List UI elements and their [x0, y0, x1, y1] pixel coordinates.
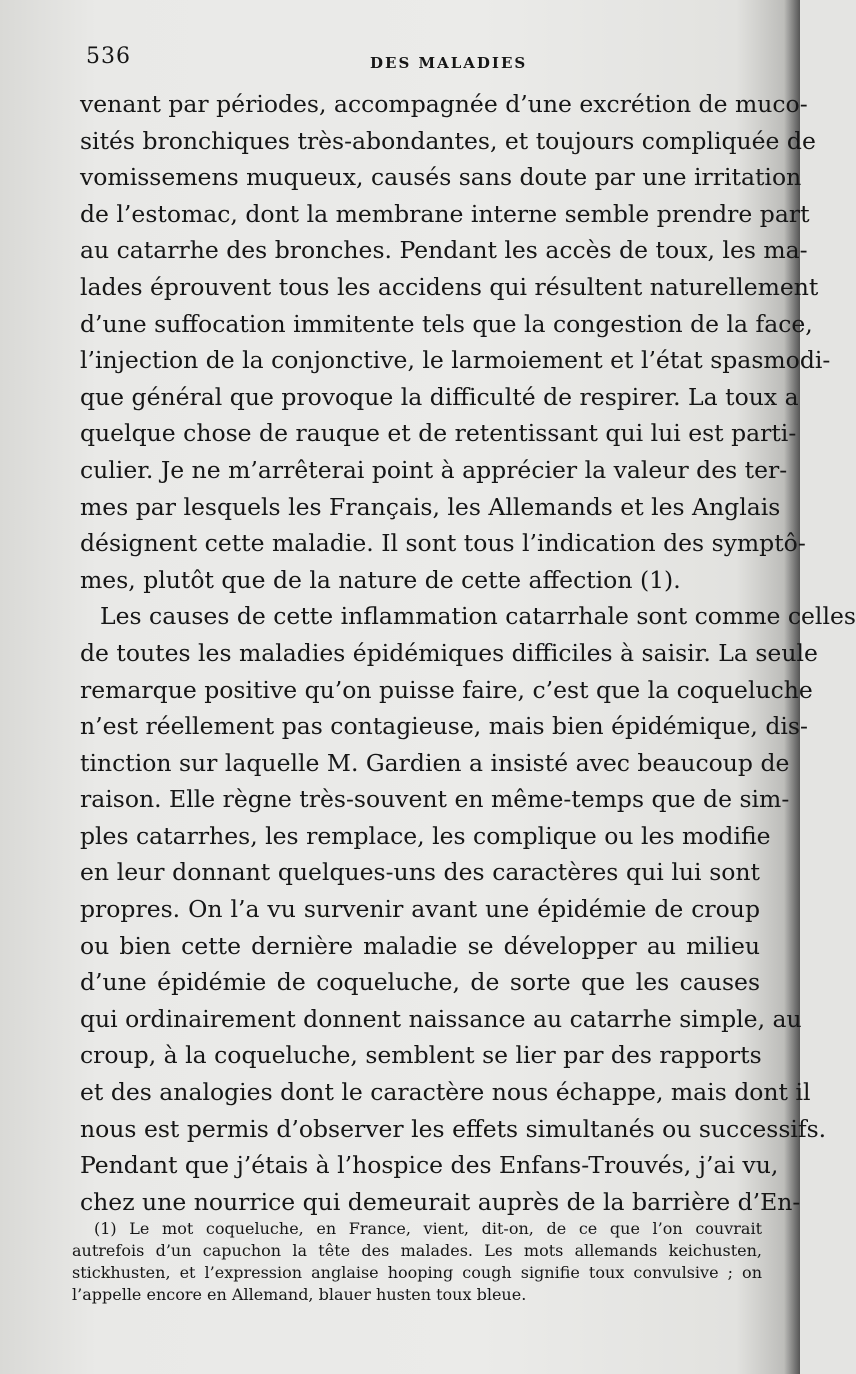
text-line: propres. On l’a vu survenir avant une épidémie de croup [80, 895, 760, 924]
text-line: n’est réellement pas contagieuse, mais bien épidémique, dis- [80, 712, 808, 741]
text-line: Pendant que j’étais à l’hospice des Enfans-Trouvés, j’ai vu, [80, 1151, 779, 1180]
text-line: lades éprouvent tous les accidens qui résultent naturellement [80, 272, 819, 301]
text-line: mes par lesquels les Français, les Allemands et les Anglais [80, 492, 781, 521]
text-line: remarque positive qu’on puisse faire, c’est que la coqueluche [80, 675, 813, 704]
text-line: venant par périodes, accompagnée d’une excrétion de muco- [80, 90, 808, 118]
text-line: d’une suffocation immitente tels que la congestion de la face, [80, 309, 813, 338]
text-line: au catarrhe des bronches. Pendant les accès de toux, les ma- [80, 236, 808, 265]
text-line: vomissemens muqueux, causés sans doute par une irritation [80, 163, 802, 192]
footnote-line: l’appelle encore en Allemand, blauer husten toux bleue. [72, 1285, 527, 1304]
text-line: que général que provoque la difficulté de respirer. La toux a [80, 382, 799, 411]
text-line: d’une épidémie de coqueluche, de sorte que les causes [80, 968, 760, 997]
page-header [0, 44, 800, 84]
footnote-line: stickhusten, et l’expression anglaise hooping cough signifie toux convulsive ; on [72, 1263, 762, 1282]
text-line: en leur donnant quelques-uns des caractères qui lui sont [80, 858, 760, 887]
text-line: ou bien cette dernière maladie se développer au milieu [80, 931, 760, 960]
text-line: tinction sur laquelle M. Gardien a insisté avec beaucoup de [80, 748, 790, 777]
text-line: de toutes les maladies épidémiques difficiles à saisir. La seule [80, 638, 818, 667]
text-line: croup, à la coqueluche, semblent se lier par des rapports [80, 1041, 762, 1070]
text-line: de l’estomac, dont la membrane interne semble prendre part [80, 199, 810, 228]
text-line: quelque chose de rauque et de retentissant qui lui est parti- [80, 419, 797, 448]
running-head: DES MALADIES [370, 54, 528, 72]
text-line: ples catarrhes, les remplace, les complique ou les modifie [80, 821, 771, 850]
footnote-line: autrefois d’un capuchon la tête des malades. Les mots allemands keichusten, [72, 1241, 762, 1260]
footnotes [72, 1218, 762, 1306]
text-line: chez une nourrice qui demeurait auprès de la barrière d’En- [80, 1187, 801, 1216]
text-line: qui ordinairement donnent naissance au catarrhe simple, au [80, 1004, 802, 1033]
text-line: Les causes de cette inflammation catarrhale sont comme celles [100, 602, 856, 631]
page-number: 536 [86, 44, 131, 69]
text-line: nous est permis d’observer les effets simultanés ou successifs. [80, 1114, 827, 1143]
body-text [80, 86, 856, 1220]
text-line: raison. Elle règne très-souvent en même-temps que de sim- [80, 785, 790, 814]
text-line: désignent cette maladie. Il sont tous l’indication des symptô- [80, 529, 806, 558]
text-line: et des analogies dont le caractère nous échappe, mais dont il [80, 1078, 811, 1107]
text-line: l’injection de la conjonctive, le larmoiement et l’état spasmodi- [80, 346, 831, 375]
footnote-line: (1) Le mot coqueluche, en France, vient, dit-on, de ce que l’on couvrait [94, 1219, 762, 1238]
text-line: mes, plutôt que de la nature de cette affection (1). [80, 565, 681, 594]
text-line: culier. Je ne m’arrêterai point à apprécier la valeur des ter- [80, 455, 788, 484]
text-line: sités bronchiques très-abondantes, et toujours compliquée de [80, 126, 816, 155]
